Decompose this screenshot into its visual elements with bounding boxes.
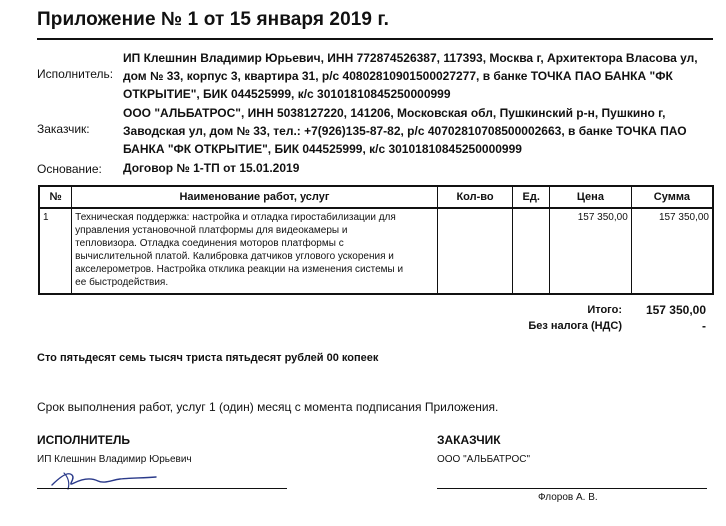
row-sum: 157 350,00	[631, 208, 713, 294]
executor-signature-name: ИП Клешнин Владимир Юрьевич	[37, 454, 192, 465]
table-row	[39, 208, 713, 294]
title-underline	[37, 38, 713, 40]
col-header-price: Цена	[550, 186, 632, 208]
customer-line: ООО "АЛЬБАТРОС", ИНН 5038127220, 141206, Московская обл, Пушкинский р-н, Пушкино г,	[123, 106, 666, 120]
execution-term: Срок выполнения работ, услуг 1 (один) месяц с момента подписания Приложения.	[37, 400, 499, 414]
row-name-line: тепловизора. Отладка соединения моторов платформы с	[75, 238, 344, 249]
row-qty	[437, 208, 513, 294]
total-value: 157 350,00	[645, 303, 706, 317]
executor-line: дом № 33, корпус 3, квартира 31, р/с 40802810901500027277, в банке ТОЧКА ПАО БАНКА "ФК	[123, 69, 673, 83]
amount-in-words: Сто пятьдесят семь тысяч триста пятьдесят рублей 00 копеек	[37, 352, 379, 364]
customer-signer-name: Флоров А. В.	[538, 492, 598, 503]
customer-signature-name: ООО "АЛЬБАТРОС"	[437, 454, 531, 465]
row-price: 157 350,00	[550, 208, 632, 294]
total-label: Итого:	[587, 304, 622, 316]
executor-signature-heading: ИСПОЛНИТЕЛЬ	[37, 433, 131, 447]
executor-line: ИП Клешнин Владимир Юрьевич, ИНН 772874526387, 117393, Москва г, Архитектора Власова ул,	[123, 51, 698, 65]
table-header-row	[39, 186, 713, 208]
document-title: Приложение № 1 от 15 января 2019 г.	[37, 9, 389, 30]
row-name-line: акселерометров. Настройка отклика реакции на изменения системы и	[75, 264, 404, 275]
row-number: 1	[39, 208, 72, 294]
basis-label: Основание:	[37, 162, 102, 176]
row-name-line: управления установочной платформы для видеокамеры и	[75, 225, 348, 236]
row-name-line: ее быстродействия.	[75, 277, 169, 288]
customer-signature-heading: ЗАКАЗЧИК	[437, 433, 501, 447]
customer-details	[123, 104, 723, 158]
row-unit	[513, 208, 550, 294]
customer-line: БАНКА "ФК ОТКРЫТИЕ", БИК 044525999, к/с 30101810845250000999	[123, 142, 522, 156]
executor-label: Исполнитель:	[37, 67, 114, 81]
col-header-sum: Сумма	[631, 186, 713, 208]
customer-line: Заводская ул, дом № 33, тел.: +7(926)135-87-82, р/с 40702810708500002663, в банке ТОЧКА ПАО	[123, 124, 687, 138]
customer-signature-line	[437, 488, 707, 489]
vat-label: Без налога (НДС)	[528, 320, 622, 332]
executor-line: ОТКРЫТИЕ", БИК 044525999, к/с 30101810845250000999	[123, 87, 451, 101]
executor-details	[123, 49, 723, 103]
row-name-line: Техническая поддержка: настройка и отладка гиростабилизации для	[75, 212, 396, 223]
executor-signature-line	[37, 488, 287, 489]
row-name	[72, 208, 438, 294]
row-name-line: вычислительной платой. Калибровка датчиков углового ускорения и	[75, 251, 394, 262]
basis-value: Договор № 1-ТП от 15.01.2019	[123, 161, 300, 175]
col-header-qty: Кол-во	[437, 186, 513, 208]
customer-label: Заказчик:	[37, 122, 90, 136]
col-header-unit: Ед.	[513, 186, 550, 208]
col-header-number: №	[39, 186, 72, 208]
vat-value: -	[702, 319, 706, 333]
col-header-name: Наименование работ, услуг	[72, 186, 438, 208]
items-table	[38, 185, 714, 295]
